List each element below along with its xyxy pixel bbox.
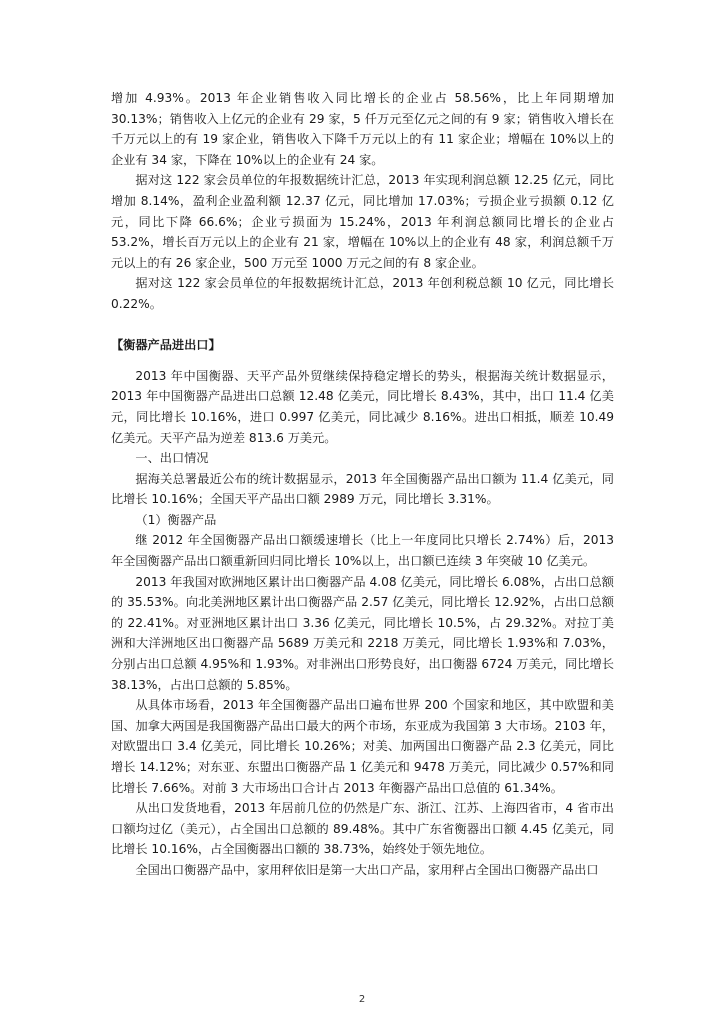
body-paragraph: 据海关总署最近公布的统计数据显示，2013 年全国衡器产品出口额为 11.4 亿美元，同比增长 10.16%；全国天平产品出口额 2989 万元，同比增长 3.31%。	[111, 471, 614, 507]
body-paragraph: 2013 年我国对欧洲地区累计出口衡器产品 4.08 亿美元，同比增长 6.08%，占出口总额的 35.53%。向北美洲地区累计出口衡器产品 2.57 亿美元，同比增长 12.92%，占出口总额的 22.41%。对亚洲地区累计出口 3.36 亿美元，同比增长 10.5%，占 29.32%。对拉丁美洲和大洋洲地区出口衡器产品 5689 万美元和 2218 万美元，同比增长 1.93%和 7.03%，分别占出口总额 4.95%和 1.93%。对非洲出口形势良好，出口衡器 6724 万美元，同比增长 38.13%，占出口总额的 5.85%。	[111, 574, 614, 692]
body-paragraph: 全国出口衡器产品中，家用秤依旧是第一大出口产品，家用秤占全国出口衡器产品出口	[135, 862, 599, 877]
page-number: 2	[358, 994, 366, 1005]
document-body	[111, 88, 614, 881]
body-paragraph: 继 2012 年全国衡器产品出口额缓速增长（比上一年度同比只增长 2.74%）后，2013 年全国衡器产品出口额重新回归同比增长 10%以上，出口额已连续 3 年突破 10 亿美元。	[111, 533, 614, 569]
body-paragraph: 从具体市场看，2013 年全国衡器产品出口遍布世界 200 个国家和地区，其中欧盟和美国、加拿大两国是我国衡器产品出口最大的两个市场，东亚成为我国第 3 大市场。2103 年，对欧盟出口 3.4 亿美元，同比增长 10.26%；对美、加两国出口衡器产品 2.3 亿美元，同比增长 14.12%；对东亚、东盟出口衡器产品 1 亿美元和 9478 万美元，同比减少 0.57%和同比增长 7.66%。对前 3 大市场出口合计占 2013 年衡器产品出口总值的 61.34%。	[111, 698, 614, 795]
body-paragraph: 2013 年中国衡器、天平产品外贸继续保持稳定增长的势头，根据海关统计数据显示，2013 年中国衡器产品进出口总额 12.48 亿美元，同比增长 8.43%，其中，出口 11.4 亿美元，同比增长 10.16%，进口 0.997 亿美元，同比减少 8.16%。进出口相抵，顺差 10.49 亿美元。天平产品为逆差 813.6 万美元。	[111, 368, 614, 445]
body-paragraph: 增加 4.93%。2013 年企业销售收入同比增长的企业占 58.56%，比上年同期增加 30.13%；销售收入上亿元的企业有 29 家，5 仟万元至亿元之间的有 9 家；销售收入增长在千万元以上的有 19 家企业，销售收入下降千万元以上的有 11 家企业；增幅在 10%以上的企业有 34 家，下降在 10%以上的企业有 24 家。	[111, 91, 614, 167]
subsection-title: 一、出口情况	[135, 451, 209, 466]
subsection-title: （1）衡器产品	[135, 512, 217, 527]
body-paragraph: 据对这 122 家会员单位的年报数据统计汇总，2013 年实现利润总额 12.25 亿元，同比增加 8.14%，盈利企业盈利额 12.37 亿元，同比增加 17.03%；亏损企业亏损额 0.12 亿元，同比下降 66.6%；企业亏损面为 15.24%，2013 年利润总额同比增长的企业占 53.2%，增长百万元以上的企业有 21 家，增幅在 10%以上的企业有 48 家，利润总额千万元以上的有 26 家企业，500 万元至 1000 万元之间的有 8 家企业。	[111, 173, 614, 270]
body-paragraph: 从出口发货地看，2013 年居前几位的仍然是广东、浙江、江苏、上海四省市，4 省市出口额均过亿（美元），占全国出口总额的 89.48%。其中广东省衡器出口额 4.45 亿美元，同比增长 10.16%，占全国衡器出口额的 38.73%，始终处于领先地位。	[111, 801, 614, 857]
section-heading: 【衡器产品进出口】	[111, 338, 221, 353]
body-paragraph: 据对这 122 家会员单位的年报数据统计汇总，2013 年创利税总额 10 亿元，同比增长 0.22%。	[111, 276, 614, 311]
